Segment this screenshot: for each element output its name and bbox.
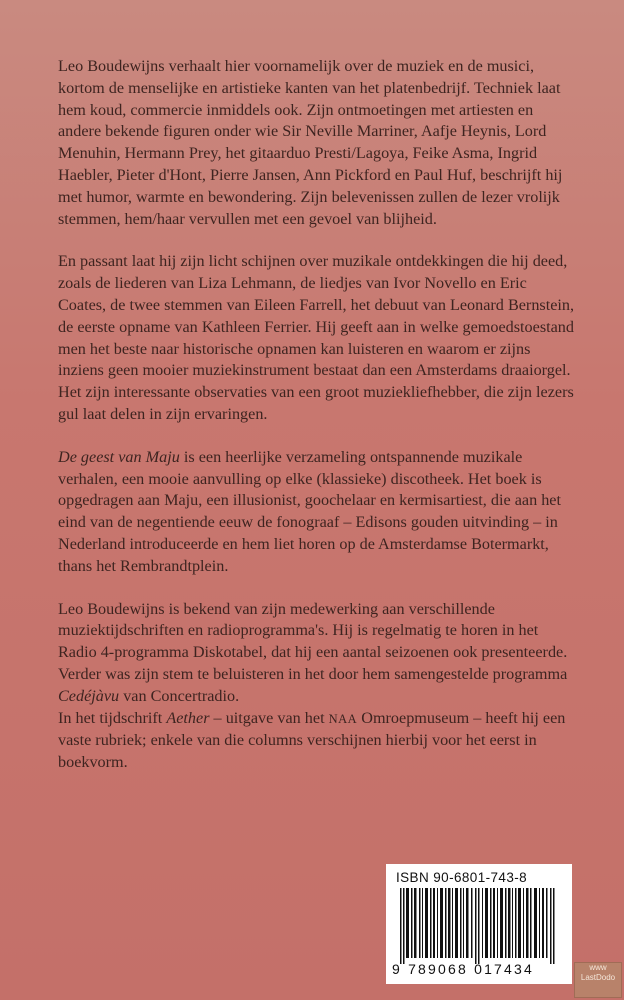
blurb-text <box>58 56 578 795</box>
paragraph-book-description <box>58 447 578 578</box>
paragraph-author-aether <box>58 708 578 774</box>
paragraph-author-bio <box>58 599 578 708</box>
aether-text-b: – uitgave van het <box>209 708 329 727</box>
bio-text-b: van Concertradio. <box>119 686 240 705</box>
watermark-line-1: LastDodo <box>580 973 616 982</box>
watermark-line-2: www <box>589 963 607 972</box>
magazine-title-italic: Aether <box>166 708 210 727</box>
aether-text-c: Omroepmuseum – heeft hij een vaste rubriek; enkele van die columns verschijnen hierbij voor het eerst in boekvorm. <box>58 708 566 772</box>
naa-smallcaps: NAA <box>328 711 358 726</box>
paragraph-book-description-text: is een heerlijke verzameling ontspannende muzikale verhalen, een mooie aanvulling op elke (klassieke) discotheek. Het boek is opgedragen aan Maju, een illusionist, goochelaar en kermisartiest, die aan het eind van de negentiende eeuw de fonograaf – Edisons gouden uitvinding – in Nederland introduceerde en hem liet horen op de Amsterdamse Botermarkt, thans het Rembrandtplein. <box>58 447 561 575</box>
bio-text-a: Leo Boudewijns is bekend van zijn medewerking aan verschillende muziektijdschriften en radioprogramma's. Hij is regelmatig te horen in het Radio 4-programma Diskotabel, dat hij een aantal seizoenen ook presenteerde. Verder was zijn stem te beluisteren in het door hem samengestelde programma <box>58 599 568 683</box>
isbn-label: ISBN 90-6801-743-8 <box>396 870 528 885</box>
barcode-bars <box>400 888 560 964</box>
program-title-italic: Cedéjàvu <box>58 686 120 705</box>
ean-digits: 9 789068 017434 <box>392 961 534 977</box>
lastdodo-watermark <box>574 962 622 998</box>
aether-text-a: In het tijdschrift <box>58 708 167 727</box>
barcode-panel <box>386 864 572 984</box>
paragraph-discoveries: En passant laat hij zijn licht schijnen over muzikale ontdekkingen die hij deed, zoals de liederen van Liza Lehmann, de liedjes van Ivor Novello en Eric Coates, de twee stemmen van Eileen Farrell, het debuut van Leonard Bernstein, de eerste opname van Kathleen Ferrier. Hij geeft aan in welke gemoedstoestand men het beste naar historische opnamen kan luisteren en waarom er zijns inziens geen mooier muziekinstrument bestaat dan een Amsterdams draaiorgel. Het zijn interessante observaties van een groot muziekliefhebber, die zijn lezers gul laat delen in zijn ervaringen. <box>58 252 575 423</box>
paragraph-intro: Leo Boudewijns verhaalt hier voornamelijk over de muziek en de musici, kortom de menselijke en artistieke kanten van het platenbedrijf. Techniek laat hem koud, commercie inmiddels ook. Zijn ontmoetingen met artiesten en andere bekende figuren onder wie Sir Neville Marriner, Aafje Heynis, Lord Menuhin, Hermann Prey, het gitaarduo Presti/Lagoya, Feike Asma, Ingrid Haebler, Pieter d'Hont, Pierre Jansen, Ann Pickford en Paul Huf, beschrijft hij met humor, warmte en bewondering. Zijn belevenissen zullen de lezer vrolijk stemmen, hem/haar vervullen met een gevoel van blijheid. <box>58 57 563 228</box>
book-title-italic: De geest van Maju <box>58 447 180 466</box>
